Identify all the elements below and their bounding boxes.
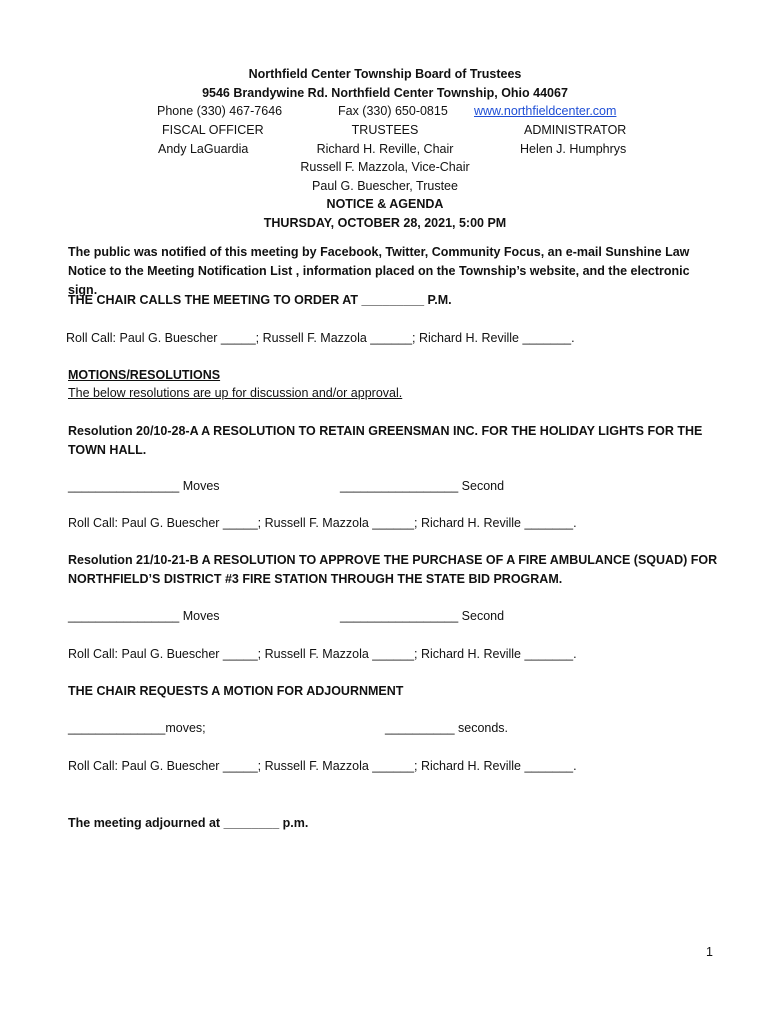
administrator-name: Helen J. Humphrys — [520, 142, 627, 156]
notice-agenda-title: NOTICE & AGENDA — [326, 197, 444, 211]
public-notice-paragraph: The public was notified of this meeting by Facebook, Twitter, Community Focus, an e-mail Sunshine Law Notice to the Meeting Notification List , information placed on the Township’s website, and the electronic sign. — [68, 245, 690, 297]
adjournment-seconds: __________ seconds. — [385, 721, 509, 735]
phone-number: Phone (330) 467-7646 — [157, 104, 283, 118]
adjournment-request: THE CHAIR REQUESTS A MOTION FOR ADJOURNMENT — [68, 684, 404, 698]
resolution-2-moves: ________________ Moves — [68, 609, 220, 623]
call-to-order: THE CHAIR CALLS THE MEETING TO ORDER AT _________ P.M. — [68, 293, 452, 307]
adjournment-moves: ______________moves; — [68, 721, 206, 735]
resolution-1-moves: ________________ Moves — [68, 479, 220, 493]
administrator-title: ADMINISTRATOR — [524, 123, 627, 137]
org-name: Northfield Center Township Board of Trustees — [248, 67, 522, 81]
resolution-2-text: Resolution 21/10-21-B A RESOLUTION TO APPROVE THE PURCHASE OF A FIRE AMBULANCE (SQUAD) FOR NORTHFIELD’S DISTRICT #3 FIRE STATION THROUGH THE STATE BID PROGRAM. — [68, 553, 718, 586]
roll-call-resolution-1: Roll Call: Paul G. Buescher _____; Russell F. Mazzola ______; Richard H. Reville _______. — [68, 516, 577, 530]
meeting-date: THURSDAY, OCTOBER 28, 2021, 5:00 PM — [263, 216, 507, 230]
resolution-1-second: _________________ Second — [340, 479, 505, 493]
trustee-member: Paul G. Buescher, Trustee — [312, 179, 458, 193]
org-address: 9546 Brandywine Rd. Northfield Center Township, Ohio 44067 — [202, 86, 568, 100]
roll-call-adjournment: Roll Call: Paul G. Buescher _____; Russell F. Mazzola ______; Richard H. Reville _______. — [68, 759, 577, 773]
trustee-vice-chair: Russell F. Mazzola, Vice-Chair — [300, 160, 470, 174]
website-link[interactable]: www.northfieldcenter.com — [474, 104, 617, 118]
motions-subheading: The below resolutions are up for discussion and/or approval. — [68, 386, 403, 400]
trustees-title: TRUSTEES — [351, 123, 419, 137]
fax-number: Fax (330) 650-0815 — [338, 104, 448, 118]
trustee-chair: Richard H. Reville, Chair — [316, 142, 454, 156]
resolution-1-text: Resolution 20/10-28-A A RESOLUTION TO RETAIN GREENSMAN INC. FOR THE HOLIDAY LIGHTS FOR THE TOWN HALL. — [68, 424, 703, 457]
meeting-adjourned: The meeting adjourned at ________ p.m. — [68, 816, 309, 830]
fiscal-officer-name: Andy LaGuardia — [158, 142, 249, 156]
motions-heading: MOTIONS/RESOLUTIONS — [68, 368, 221, 382]
roll-call-opening: Roll Call: Paul G. Buescher _____; Russell F. Mazzola ______; Richard H. Reville _______. — [66, 331, 575, 345]
page-number: 1 — [706, 945, 713, 959]
resolution-2-second: _________________ Second — [340, 609, 505, 623]
roll-call-resolution-2: Roll Call: Paul G. Buescher _____; Russell F. Mazzola ______; Richard H. Reville _______. — [68, 647, 577, 661]
fiscal-officer-title: FISCAL OFFICER — [162, 123, 264, 137]
